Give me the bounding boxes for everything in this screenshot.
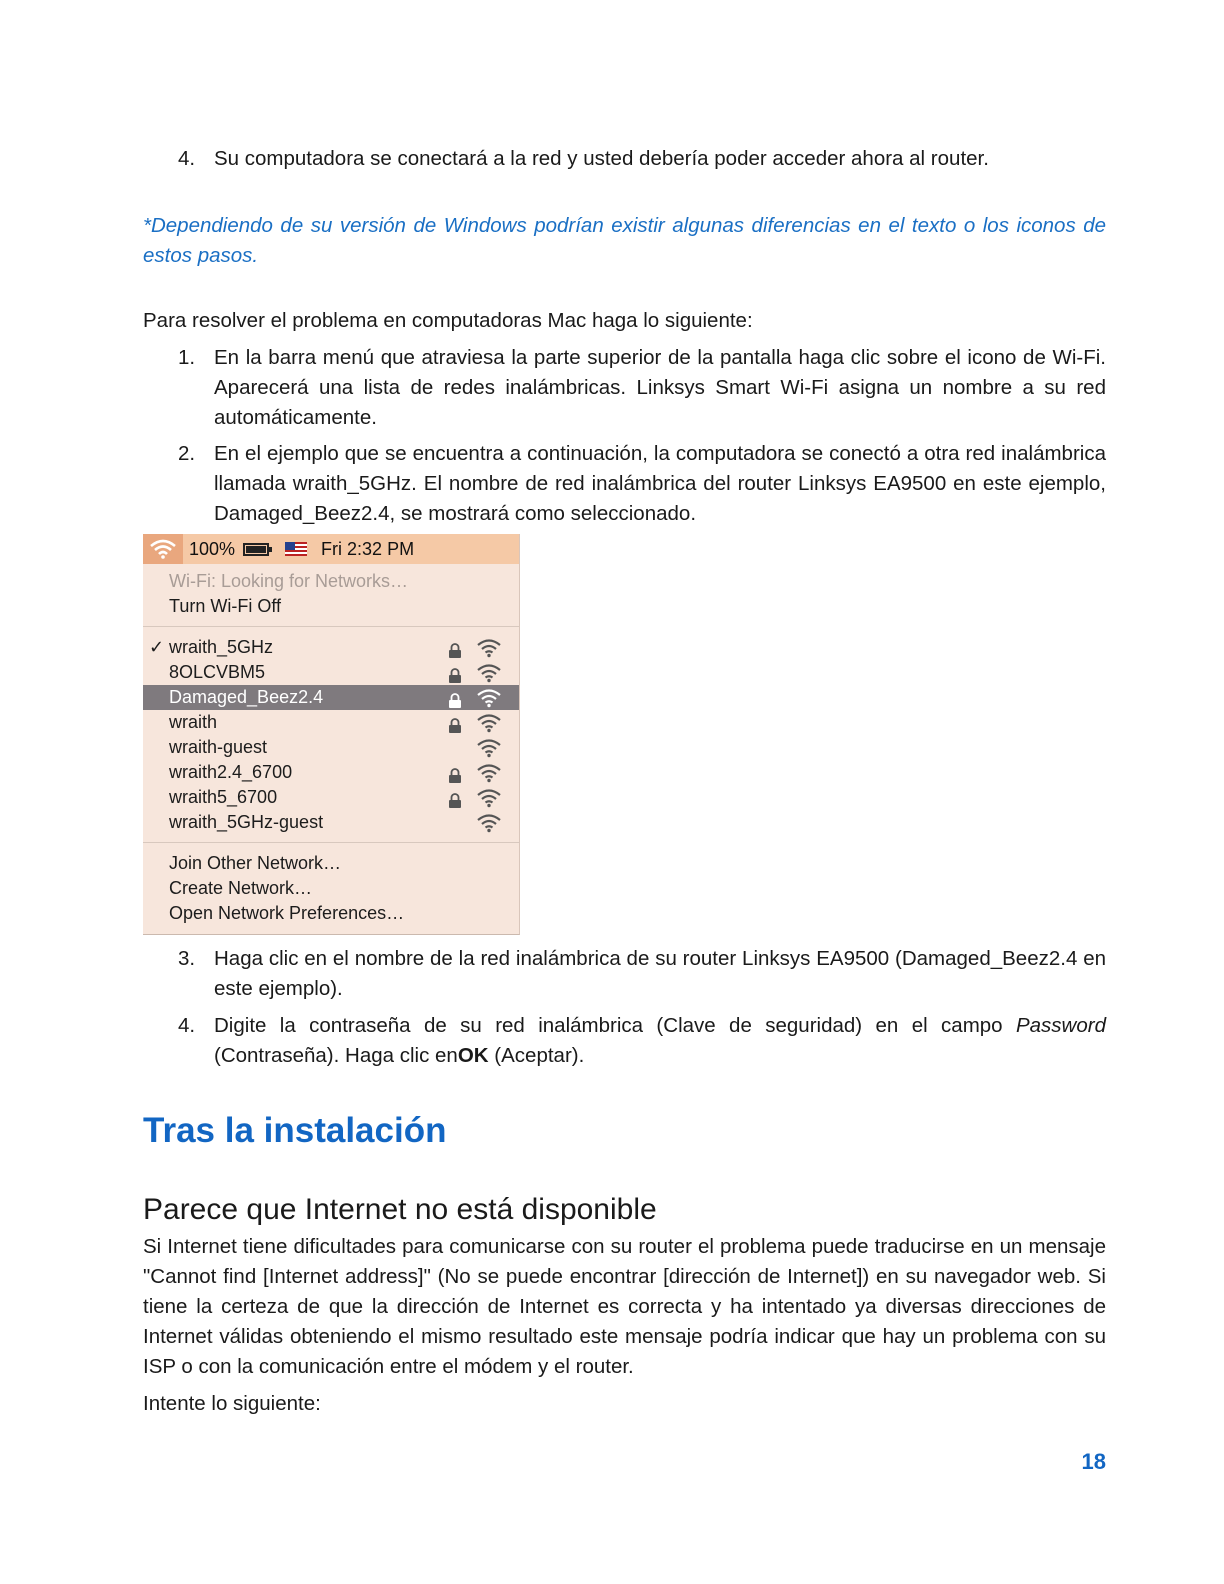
network-item[interactable]	[143, 685, 519, 710]
flag-icon	[285, 542, 307, 556]
page-number: 18	[1081, 1449, 1106, 1474]
step-text-c: (Aceptar).	[494, 1044, 585, 1067]
step-number: 2.	[178, 442, 196, 465]
menu-separator	[143, 842, 519, 843]
step-number: 3.	[178, 947, 196, 970]
step-item	[143, 343, 1106, 433]
password-field-name: Password	[1015, 1014, 1106, 1037]
mac-menu-bar	[143, 534, 519, 564]
battery-icon	[243, 543, 269, 556]
wifi-signal-icon	[476, 663, 502, 683]
wifi-signal-icon	[476, 788, 502, 808]
network-item[interactable]	[143, 735, 519, 760]
try-text: Intente lo siguiente:	[143, 1392, 321, 1415]
body-paragraph: Si Internet tiene dificultades para comunicarse con su router el problema puede traducirse en un mensaje "Cannot find [Internet address]" (No se puede encontrar [dirección de Internet]) en su navegador web. Si tiene la certeza de que la dirección de Internet es correcta y ha intentado ya diversas direcciones de Internet válidas obteniendo el mismo resultado este mensaje podría indicar que hay un problema con su ISP o con la comunicación entre el módem y el router.	[143, 1235, 1106, 1378]
mac-wifi-menu-screenshot	[143, 534, 520, 935]
lock-icon	[448, 665, 462, 680]
step-text-a: Digite la contraseña de su red inalámbrica (Clave de seguridad) en el campo	[214, 1014, 1003, 1037]
wifi-signal-icon	[476, 738, 502, 758]
mac-intro: Para resolver el problema en computadoras Mac haga lo siguiente:	[143, 309, 753, 332]
lock-icon	[448, 790, 462, 805]
wifi-menubar-icon[interactable]	[143, 534, 183, 564]
step-item	[143, 144, 1106, 174]
step-text-b: (Contraseña). Haga clic en	[214, 1044, 458, 1067]
step-number: 4.	[178, 1014, 196, 1037]
battery-percent: 100%	[189, 538, 236, 559]
network-name: wraith-guest	[169, 737, 268, 757]
wifi-signal-icon	[476, 688, 502, 708]
wifi-status: Wi-Fi: Looking for Networks…	[169, 571, 409, 591]
step-number: 1.	[178, 346, 196, 369]
clock: Fri 2:32 PM	[321, 538, 415, 559]
step-text: Haga clic en el nombre de la red inalámbrica de su router Linksys EA9500 (Damaged_Beez2.4 en este ejemplo).	[214, 947, 1106, 1000]
section-title: Tras la instalación	[143, 1111, 447, 1150]
step-number: 4.	[178, 147, 196, 170]
wifi-signal-icon	[476, 638, 502, 658]
network-name: wraith_5GHz-guest	[169, 812, 324, 832]
network-name: wraith2.4_6700	[169, 762, 293, 782]
page-content	[143, 144, 1106, 529]
step-text: En la barra menú que atraviesa la parte superior de la pantalla haga clic sobre el icono de Wi-Fi. Aparecerá una lista de redes inalámbricas. Linksys Smart Wi-Fi asigna un nombre a su red automáticamente.	[214, 346, 1106, 429]
step-item	[143, 944, 1106, 1004]
network-item[interactable]	[143, 760, 519, 785]
page-content-lower	[143, 944, 1106, 1419]
network-list	[143, 635, 519, 835]
lock-icon	[448, 640, 462, 655]
step-text: En el ejemplo que se encuentra a continuación, la computadora se conectó a otra red inalámbrica llamada wraith_5GHz. El nombre de red inalámbrica del router Linksys EA9500 en este ejemplo, Damaged_Beez2.4, se mostrará como seleccionado.	[214, 442, 1106, 525]
network-item[interactable]	[143, 785, 519, 810]
network-item[interactable]	[143, 810, 519, 835]
menu-action-item[interactable]: Join Other Network…	[169, 853, 342, 873]
menu-action-item[interactable]: Create Network…	[169, 878, 313, 898]
network-item[interactable]	[143, 710, 519, 735]
step-item	[143, 439, 1106, 529]
network-name: wraith5_6700	[169, 787, 278, 807]
network-item[interactable]	[143, 660, 519, 685]
ok-label: OK	[457, 1044, 489, 1067]
step-item	[143, 1011, 1106, 1071]
subsection-title: Parece que Internet no está disponible	[143, 1193, 657, 1226]
turn-wifi-off[interactable]: Turn Wi-Fi Off	[169, 596, 281, 616]
menu-action-item[interactable]: Open Network Preferences…	[169, 903, 405, 923]
lock-icon	[448, 765, 462, 780]
network-name: 8OLCVBM5	[169, 662, 266, 682]
wifi-signal-icon	[476, 713, 502, 733]
checkmark-icon: ✓	[149, 637, 165, 657]
menu-separator	[143, 626, 519, 627]
wifi-signal-icon	[476, 813, 502, 833]
network-name: wraith	[169, 712, 218, 732]
network-name: wraith_5GHz	[169, 637, 274, 657]
network-name: Damaged_Beez2.4	[169, 687, 324, 707]
lock-icon	[448, 690, 462, 705]
windows-note: *Dependiendo de su versión de Windows podrían existir algunas diferencias en el texto o los iconos de estos pasos.	[143, 214, 1106, 267]
network-item[interactable]	[143, 635, 519, 660]
action-list	[143, 851, 519, 926]
wifi-signal-icon	[476, 763, 502, 783]
lock-icon	[448, 715, 462, 730]
step-text: Su computadora se conectará a la red y usted debería poder acceder ahora al router.	[214, 147, 989, 170]
